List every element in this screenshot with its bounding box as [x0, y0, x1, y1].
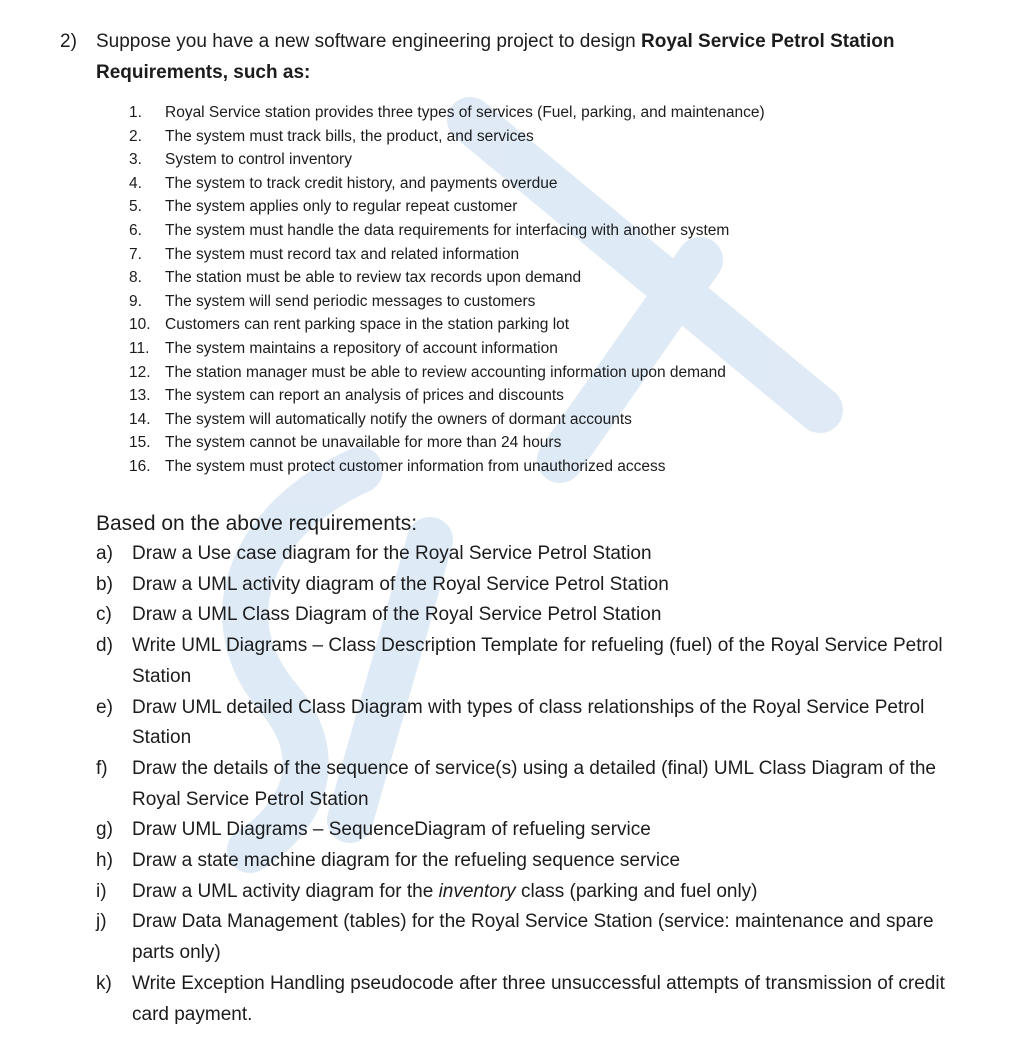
- list-item: 11. The system maintains a repository of account information: [129, 339, 558, 357]
- list-item: 8. The station must be able to review tax records upon demand: [129, 269, 582, 287]
- list-item: 14. The system will automatically notify the owners of dormant accounts: [129, 410, 632, 428]
- list-item: 16. The system must protect customer information from unauthorized access: [129, 457, 666, 475]
- list-item: 4. The system to track credit history, and payments overdue: [129, 174, 558, 192]
- based-heading: Based on the above requirements:: [96, 512, 418, 535]
- list-item: d) Write UML Diagrams – Class Description Template for refueling (fuel) of the Royal Service Petrol Station: [96, 635, 943, 687]
- italic-word: inventory: [438, 880, 516, 902]
- list-item: c) Draw a UML Class Diagram of the Royal Service Petrol Station: [96, 604, 662, 626]
- list-item: 3. System to control inventory: [129, 151, 352, 169]
- list-item: h) Draw a state machine diagram for the refueling sequence service: [96, 850, 681, 872]
- list-item: f) Draw the details of the sequence of service(s) using a detailed (final) UML Class Diagram of the Royal Service Petrol Station: [96, 757, 937, 810]
- list-item: 1. Royal Service station provides three types of services (Fuel, parking, and maintenance): [129, 104, 765, 121]
- list-item: 6. The system must handle the data requirements for interfacing with another system: [129, 221, 730, 239]
- question-text: [96, 26, 936, 88]
- question-bold-title: Royal Service Petrol Station Requirements, such as:: [96, 31, 895, 83]
- list-item: a) Draw a Use case diagram for the Royal Service Petrol Station: [96, 543, 652, 564]
- list-item: 7. The system must record tax and related information: [129, 245, 520, 263]
- list-item: e) Draw UML detailed Class Diagram with types of class relationships of the Royal Service Petrol Station: [96, 696, 925, 749]
- tasks-list: [96, 539, 956, 1030]
- list-item: 10. Customers can rent parking space in the station parking lot: [129, 316, 570, 334]
- list-item: 13. The system can report an analysis of prices and discounts: [129, 387, 564, 405]
- list-item: b) Draw a UML activity diagram of the Royal Service Petrol Station: [96, 573, 669, 595]
- list-item: 9. The system will send periodic messages to customers: [129, 292, 536, 310]
- list-item: k) Write Exception Handling pseudocode after three unsuccessful attempts of transmission of credit card payment.: [96, 972, 945, 1025]
- list-item: 12. The station manager must be able to review accounting information upon demand: [129, 363, 726, 381]
- list-item: 15. The system cannot be unavailable for more than 24 hours: [129, 434, 562, 452]
- question-intro: Suppose you have a new software engineering project to design: [96, 31, 642, 52]
- question-number: 2): [60, 31, 77, 52]
- requirements-list: [129, 101, 889, 479]
- list-item: 5. The system applies only to regular repeat customer: [129, 198, 518, 216]
- list-item: g) Draw UML Diagrams – SequenceDiagram of refueling service: [96, 819, 651, 841]
- list-item: i) Draw a UML activity diagram for the inventory class (parking and fuel only): [96, 880, 758, 902]
- list-item: 2. The system must track bills, the product, and services: [129, 127, 534, 145]
- list-item: j) Draw Data Management (tables) for the Royal Service Station (service: maintenance and spare parts only): [96, 911, 934, 964]
